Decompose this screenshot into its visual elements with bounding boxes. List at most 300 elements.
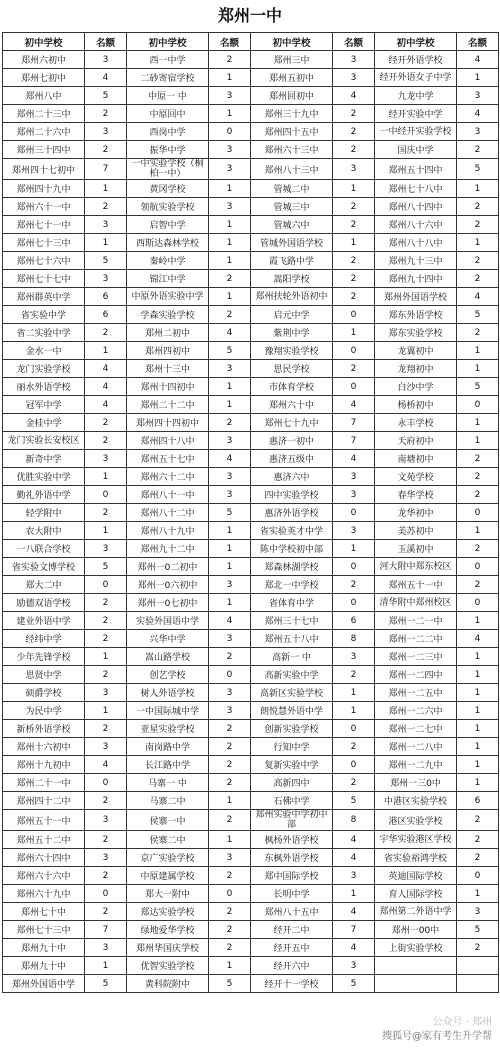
quota-cell: 2 (333, 360, 375, 378)
table-row (3, 234, 499, 252)
school-cell: 郑州七初中 (3, 69, 85, 87)
school-cell: 国庆中学 (375, 141, 457, 159)
quota-cell: 1 (85, 702, 127, 720)
school-cell: 郑州七十一中 (3, 216, 85, 234)
quota-cell: 2 (457, 198, 499, 216)
table-row (3, 738, 499, 756)
school-cell: 郑州十四初中 (127, 378, 209, 396)
school-cell: 嵩山路学校 (127, 648, 209, 666)
school-cell: 实验外国语中学 (127, 612, 209, 630)
school-cell: 郑州二初中 (127, 324, 209, 342)
school-cell: 经开五中 (251, 939, 333, 957)
quota-cell: 3 (209, 432, 251, 450)
quota-cell: 3 (457, 123, 499, 141)
school-cell: 郑州五十四中 (375, 159, 457, 180)
quota-cell: 1 (209, 558, 251, 576)
school-cell: 郑州八十五中 (251, 903, 333, 921)
quota-cell: 5 (85, 252, 127, 270)
school-cell: 朗悦慧外语中学 (251, 702, 333, 720)
quota-cell: 6 (333, 612, 375, 630)
quota-cell: 5 (209, 975, 251, 993)
school-cell: 清华附中郑州校区 (375, 594, 457, 612)
quota-cell: 2 (209, 810, 251, 831)
quota-cell: 0 (85, 885, 127, 903)
school-cell: 勤礼外语中学 (3, 486, 85, 504)
school-cell: 郑州一0六初中 (127, 576, 209, 594)
school-cell: 郑州群英中学 (3, 288, 85, 306)
quota-cell: 5 (333, 792, 375, 810)
quota-cell: 2 (85, 141, 127, 159)
quota-cell: 3 (333, 159, 375, 180)
quota-cell: 3 (333, 522, 375, 540)
school-cell: 锦江中学 (127, 270, 209, 288)
school-cell: 霞飞路中学 (251, 252, 333, 270)
quota-cell: 3 (85, 738, 127, 756)
quota-cell: 3 (333, 648, 375, 666)
table-row (3, 921, 499, 939)
quota-cell: 3 (209, 159, 251, 180)
school-cell: 省实验英才中学 (251, 522, 333, 540)
quota-cell: 3 (85, 849, 127, 867)
quota-cell: 3 (333, 486, 375, 504)
table-row (3, 849, 499, 867)
school-cell: 市体育学校 (251, 378, 333, 396)
school-cell: 郑州九十中 (3, 957, 85, 975)
table-row (3, 666, 499, 684)
school-cell: 郑州七十三中 (3, 921, 85, 939)
school-cell: 优智实验学校 (127, 957, 209, 975)
quota-cell: 4 (333, 849, 375, 867)
school-cell: 高新四中 (251, 774, 333, 792)
table-row (3, 198, 499, 216)
school-cell: 郑州八十八中 (375, 234, 457, 252)
table-body (3, 51, 499, 993)
table-row (3, 342, 499, 360)
school-cell: 省实验中学 (3, 306, 85, 324)
quota-cell: 1 (333, 684, 375, 702)
school-cell: 郑州七十三中 (3, 234, 85, 252)
quota-cell: 7 (333, 432, 375, 450)
school-cell: 领航实验学校 (127, 198, 209, 216)
quota-cell: 2 (333, 105, 375, 123)
school-cell: 高新实验中学 (251, 666, 333, 684)
school-cell: 经开外语学校 (375, 51, 457, 69)
school-cell: 郑州三十四中 (3, 141, 85, 159)
quota-cell: 3 (209, 141, 251, 159)
school-cell: 省二实验中学 (3, 324, 85, 342)
quota-cell: 2 (209, 903, 251, 921)
quota-cell: 0 (333, 594, 375, 612)
school-cell: 郑州七十八中 (375, 180, 457, 198)
quota-cell: 2 (457, 540, 499, 558)
quota-cell: 1 (457, 702, 499, 720)
school-cell: 河大附中郑东校区 (375, 558, 457, 576)
quota-cell: 2 (85, 903, 127, 921)
header-school: 初中学校 (251, 33, 333, 51)
quota-cell: 2 (85, 612, 127, 630)
quota-cell: 2 (457, 486, 499, 504)
school-cell: 高新一 中 (251, 648, 333, 666)
quota-cell: 0 (457, 867, 499, 885)
table-row (3, 414, 499, 432)
quota-cell: 4 (85, 360, 127, 378)
quota-cell: 1 (209, 234, 251, 252)
quota-cell: 8 (333, 810, 375, 831)
quota-cell: 0 (85, 576, 127, 594)
quota-cell: 2 (457, 849, 499, 867)
school-cell: 金桂中学 (3, 414, 85, 432)
quota-cell: 2 (457, 324, 499, 342)
quota-cell: 4 (85, 396, 127, 414)
quota-cell: 3 (457, 903, 499, 921)
quota-cell: 2 (333, 774, 375, 792)
school-cell: 文苑学校 (375, 468, 457, 486)
school-cell: 西岗中学 (127, 123, 209, 141)
school-cell: 绿地爱华学校 (127, 921, 209, 939)
school-cell: 郑州四十二中 (3, 792, 85, 810)
school-cell: 郑州一二八中 (375, 738, 457, 756)
school-cell: 行知中学 (251, 738, 333, 756)
table-row (3, 975, 499, 993)
school-cell: 龙门实验长安校区 (3, 432, 85, 450)
quota-cell: 2 (209, 738, 251, 756)
school-cell: 郑州五十八中 (251, 630, 333, 648)
quota-cell: 2 (333, 270, 375, 288)
quota-cell: 1 (457, 342, 499, 360)
school-cell: 经开二中 (251, 921, 333, 939)
quota-cell: 2 (209, 51, 251, 69)
quota-cell: 4 (209, 612, 251, 630)
quota-cell: 1 (209, 216, 251, 234)
school-cell: 南岗路中学 (127, 738, 209, 756)
quota-cell: 1 (457, 756, 499, 774)
quota-cell: 5 (85, 975, 127, 993)
school-cell: 郑州七十九中 (251, 414, 333, 432)
school-cell: 一中实验学校（桐柏一中） (127, 159, 209, 180)
quota-cell: 2 (85, 432, 127, 450)
table-row (3, 903, 499, 921)
quota-cell: 3 (85, 939, 127, 957)
quota-cell: 1 (209, 831, 251, 849)
quota-cell: 1 (333, 234, 375, 252)
school-cell: 九龙中学 (375, 87, 457, 105)
quota-cell: 2 (209, 939, 251, 957)
quota-cell: 0 (85, 774, 127, 792)
header-school: 初中学校 (375, 33, 457, 51)
school-cell: 中原一 中 (127, 87, 209, 105)
quota-cell: 7 (333, 414, 375, 432)
school-cell (375, 957, 457, 975)
quota-cell: 4 (85, 756, 127, 774)
school-cell: 郑州十三中 (127, 360, 209, 378)
school-cell: 郑州二十六中 (3, 123, 85, 141)
school-cell: 为民中学 (3, 702, 85, 720)
quota-cell: 2 (333, 252, 375, 270)
header-quota: 名额 (457, 33, 499, 51)
school-cell: 黄科院附中 (127, 975, 209, 993)
quota-cell: 5 (457, 306, 499, 324)
quota-cell: 3 (85, 123, 127, 141)
school-cell: 郑州六十六中 (3, 867, 85, 885)
quota-cell: 2 (457, 450, 499, 468)
quota-cell: 2 (209, 306, 251, 324)
school-cell: 启元中学 (251, 306, 333, 324)
quota-cell: 1 (333, 180, 375, 198)
table-row (3, 612, 499, 630)
quota-cell: 1 (85, 468, 127, 486)
quota-cell: 1 (209, 69, 251, 87)
quota-cell: 1 (85, 957, 127, 975)
quota-cell: 4 (333, 396, 375, 414)
table-row (3, 141, 499, 159)
quota-cell: 6 (457, 792, 499, 810)
quota-cell: 0 (333, 756, 375, 774)
school-cell: 豫翔实验学校 (251, 342, 333, 360)
school-cell: 上街实验学校 (375, 939, 457, 957)
quota-cell: 2 (209, 720, 251, 738)
school-cell: 郑州华国庆学校 (127, 939, 209, 957)
quota-cell: 1 (457, 648, 499, 666)
quota-cell: 4 (457, 630, 499, 648)
quota-cell: 5 (85, 87, 127, 105)
school-cell: 育人国际学校 (375, 885, 457, 903)
school-cell: 南塘初中 (375, 450, 457, 468)
table-header-row (3, 33, 499, 51)
quota-cell: 1 (209, 957, 251, 975)
school-cell: 郑州第二外语中学 (375, 903, 457, 921)
school-cell: 郑森林湖学校 (251, 558, 333, 576)
quota-cell: 2 (333, 123, 375, 141)
quota-cell: 1 (457, 738, 499, 756)
school-cell: 省体育中学 (251, 594, 333, 612)
quota-cell: 2 (85, 198, 127, 216)
school-cell: 郑州四十八中 (127, 432, 209, 450)
table-row (3, 810, 499, 831)
table-row (3, 702, 499, 720)
quota-cell: 3 (457, 87, 499, 105)
school-cell: 郑州一二二中 (375, 630, 457, 648)
school-cell: 郑州一0二初中 (127, 558, 209, 576)
quota-cell: 2 (333, 288, 375, 306)
table-row (3, 774, 499, 792)
quota-cell: 1 (457, 885, 499, 903)
school-cell: 亚星实验学校 (127, 720, 209, 738)
header-quota: 名额 (333, 33, 375, 51)
table-row (3, 51, 499, 69)
school-cell: 郑州九十二中 (127, 540, 209, 558)
school-cell: 郑州六十三中 (251, 141, 333, 159)
school-cell: 郑州扶轮外语初中 (251, 288, 333, 306)
school-cell: 郑州八十六中 (375, 216, 457, 234)
quota-cell: 1 (333, 702, 375, 720)
school-cell: 长明中学 (251, 885, 333, 903)
quota-cell: 2 (85, 105, 127, 123)
school-cell: 一八联合学校 (3, 540, 85, 558)
school-cell: 龙翔初中 (375, 360, 457, 378)
school-cell: 郑州七十七中 (3, 270, 85, 288)
page-title: 郑州一中 (217, 6, 282, 25)
school-cell (375, 975, 457, 993)
school-cell: 长江路中学 (127, 756, 209, 774)
school-cell: 二砂寄宿学校 (127, 69, 209, 87)
quota-cell: 4 (333, 831, 375, 849)
school-cell: 西斯达森林学校 (127, 234, 209, 252)
quota-cell: 1 (209, 522, 251, 540)
quota-cell: 2 (209, 867, 251, 885)
school-cell: 一中国际城中学 (127, 702, 209, 720)
quota-cell: 2 (333, 216, 375, 234)
school-cell: 郑东实验学校 (375, 324, 457, 342)
school-cell: 四中实验学校 (251, 486, 333, 504)
watermark-line2: 搜狐号@家有考生升学帮 (382, 1031, 492, 1042)
school-cell: 学森实验学校 (127, 306, 209, 324)
school-cell: 石佛中学 (251, 792, 333, 810)
quota-cell: 5 (457, 921, 499, 939)
quota-cell: 1 (209, 540, 251, 558)
table-row (3, 306, 499, 324)
quota-cell: 2 (333, 576, 375, 594)
table-row (3, 216, 499, 234)
school-cell: 郑州一二一中 (375, 612, 457, 630)
school-cell: 郑州一00中 (375, 921, 457, 939)
school-cell: 郑州外国语学校 (375, 288, 457, 306)
quota-cell: 0 (333, 558, 375, 576)
quota-cell: 0 (209, 666, 251, 684)
quota-cell: 3 (209, 198, 251, 216)
school-cell: 黄冈学校 (127, 180, 209, 198)
school-cell: 郑州一二三中 (375, 648, 457, 666)
quota-cell: 1 (457, 69, 499, 87)
school-cell: 郑州一三0中 (375, 774, 457, 792)
quota-cell: 1 (457, 684, 499, 702)
quota-cell: 4 (333, 939, 375, 957)
table-row (3, 576, 499, 594)
quota-cell: 3 (209, 684, 251, 702)
school-cell: 白沙中学 (375, 378, 457, 396)
school-cell: 郑大二中 (3, 576, 85, 594)
school-cell: 郑州实验中学初中部 (251, 810, 333, 831)
quota-cell: 0 (209, 885, 251, 903)
table-row (3, 594, 499, 612)
header-quota: 名额 (209, 33, 251, 51)
quota-cell: 4 (333, 450, 375, 468)
quota-cell: 1 (209, 288, 251, 306)
quota-cell: 2 (209, 921, 251, 939)
school-cell: 郑州一二六中 (375, 702, 457, 720)
school-cell: 经纬中学 (3, 630, 85, 648)
quota-cell: 2 (333, 666, 375, 684)
table-row (3, 468, 499, 486)
school-cell: 创新实验学校 (251, 720, 333, 738)
quota-cell: 2 (85, 414, 127, 432)
quota-table (2, 32, 499, 993)
school-cell: 郑州八中 (3, 87, 85, 105)
quota-cell: 1 (85, 648, 127, 666)
school-cell: 紫荆中学 (251, 324, 333, 342)
quota-cell: 3 (85, 684, 127, 702)
table-row (3, 957, 499, 975)
school-cell: 郑州七十六中 (3, 252, 85, 270)
school-cell: 郑州九十三中 (375, 252, 457, 270)
school-cell: 郑中国际学校 (251, 867, 333, 885)
quota-cell: 4 (457, 288, 499, 306)
quota-cell: 7 (85, 159, 127, 180)
school-cell: 硕爵学校 (3, 684, 85, 702)
school-cell: 郑州五初中 (251, 69, 333, 87)
header-quota: 名额 (85, 33, 127, 51)
table-row (3, 486, 499, 504)
quota-cell: 1 (457, 522, 499, 540)
quota-cell: 1 (85, 234, 127, 252)
quota-cell: 2 (85, 504, 127, 522)
table-row (3, 378, 499, 396)
school-cell: 枫杨外语学校 (251, 831, 333, 849)
school-cell: 龙翼初中 (375, 342, 457, 360)
quota-cell: 1 (209, 594, 251, 612)
school-cell: 经开外语女子中学 (375, 69, 457, 87)
quota-cell: 4 (457, 105, 499, 123)
school-cell: 复新实验中学 (251, 756, 333, 774)
school-cell: 郑州五十一中 (3, 810, 85, 831)
quota-cell: 2 (85, 324, 127, 342)
school-cell: 郑州一二七中 (375, 720, 457, 738)
school-cell: 郑州八十四中 (375, 198, 457, 216)
table-row (3, 885, 499, 903)
school-cell: 郑州一二九中 (375, 756, 457, 774)
school-cell: 春华学校 (375, 486, 457, 504)
school-cell: 省实验文博学校 (3, 558, 85, 576)
school-cell: 中原外语实验中学 (127, 288, 209, 306)
quota-cell: 3 (209, 702, 251, 720)
school-cell: 西一中学 (127, 51, 209, 69)
school-cell: 龙华初中 (375, 504, 457, 522)
school-cell: 郑州四初中 (127, 342, 209, 360)
school-cell: 杨桥初中 (375, 396, 457, 414)
quota-cell: 1 (457, 360, 499, 378)
header-school: 初中学校 (3, 33, 85, 51)
school-cell: 思民学校 (251, 360, 333, 378)
table-row (3, 288, 499, 306)
quota-cell: 2 (457, 270, 499, 288)
school-cell: 郑州四十七初中 (3, 159, 85, 180)
quota-cell: 1 (85, 342, 127, 360)
quota-cell: 3 (209, 486, 251, 504)
quota-cell: 3 (209, 630, 251, 648)
school-cell: 经开六中 (251, 957, 333, 975)
school-cell: 侯寨一中 (127, 810, 209, 831)
quota-cell: 3 (85, 216, 127, 234)
quota-cell: 2 (333, 141, 375, 159)
school-cell: 郑州一二五中 (375, 684, 457, 702)
quota-cell: 2 (85, 720, 127, 738)
school-cell: 侯寨二中 (127, 831, 209, 849)
quota-cell: 5 (209, 342, 251, 360)
quota-cell: 1 (457, 774, 499, 792)
quota-cell: 0 (333, 306, 375, 324)
school-cell: 郑州六十一中 (3, 198, 85, 216)
school-cell: 秦岭中学 (127, 252, 209, 270)
quota-cell: 5 (209, 504, 251, 522)
quota-cell: 2 (457, 468, 499, 486)
table-row (3, 792, 499, 810)
table-row (3, 69, 499, 87)
quota-cell: 4 (457, 51, 499, 69)
quota-cell: 0 (85, 486, 127, 504)
school-cell: 郑州三中 (251, 51, 333, 69)
quota-cell: 7 (85, 921, 127, 939)
quota-cell: 4 (333, 87, 375, 105)
quota-cell: 3 (209, 468, 251, 486)
